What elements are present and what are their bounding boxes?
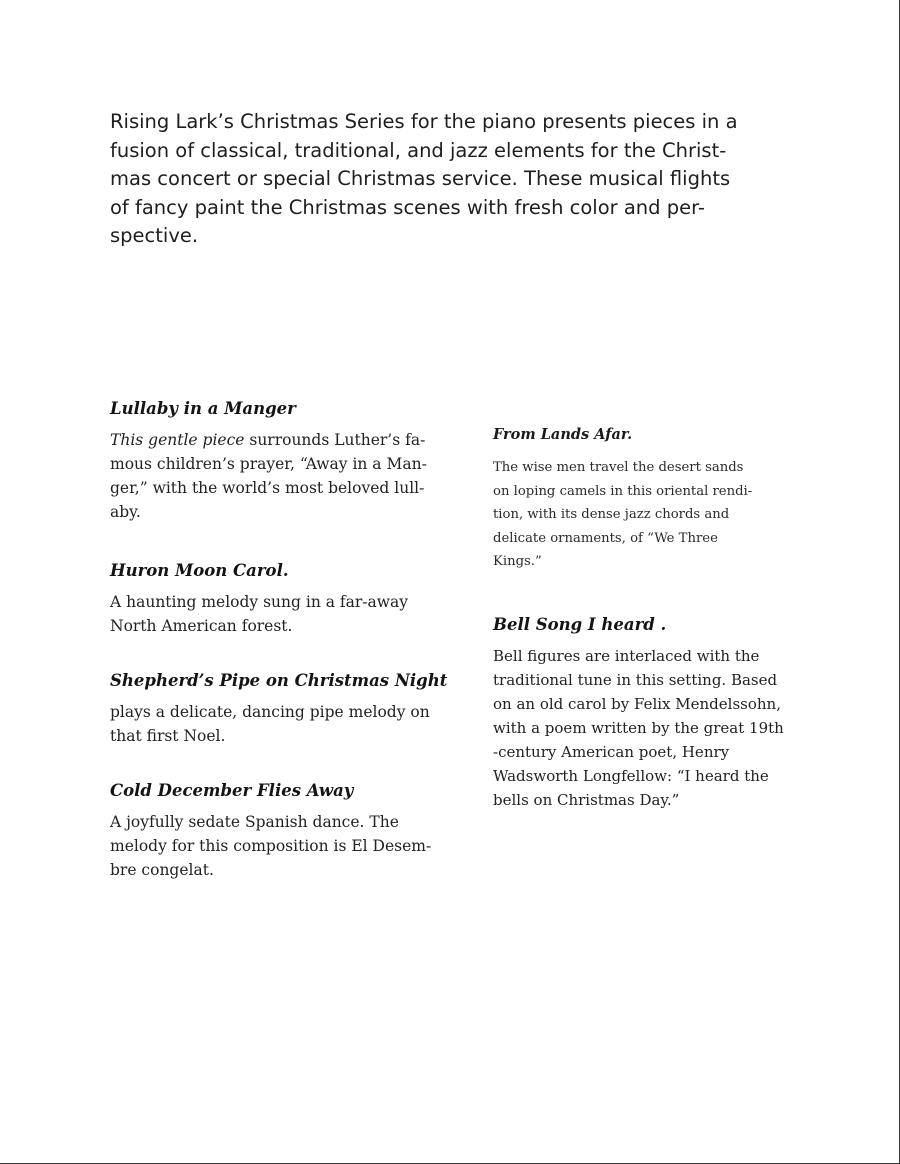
entry-body-line: -century American poet, Henry	[493, 742, 730, 761]
entry-body-line: that first Noel.	[110, 727, 226, 745]
entry-body-line: melody for this composition is El Desem-	[110, 837, 432, 855]
entry-body-line: Wadsworth Longfellow: “I heard the	[493, 766, 769, 785]
entry-body-line: plays a delicate, dancing pipe melody on	[110, 703, 430, 721]
intro-line: mas concert or special Christmas service. These musical flights	[110, 167, 731, 190]
entry-body-line: bre congelat.	[110, 861, 214, 879]
entry-body-line: traditional tune in this setting. Based	[493, 670, 778, 689]
entry-body-line: Bell figures are interlaced with the	[493, 646, 760, 665]
entry-body-line: tion, with its dense jazz chords and	[493, 507, 730, 522]
intro-line: fusion of classical, traditional, and jazz elements for the Christ-	[110, 138, 727, 162]
entry-bell-song	[493, 614, 798, 812]
entry-description	[493, 456, 798, 574]
entry-body-line: aby.	[110, 503, 141, 521]
entry-body-line: North American forest.	[110, 617, 293, 635]
intro-line: Rising Lark’s Christmas Series for the piano presents pieces in a	[110, 110, 738, 133]
entry-title: Bell Song I heard .	[493, 614, 667, 634]
entry-body-line: bells on Christmas Day.”	[493, 790, 680, 809]
intro-line: of fancy paint the Christmas scenes with fresh color and per-	[110, 195, 705, 219]
entry-from-lands-afar	[493, 424, 798, 574]
left-column	[110, 398, 455, 882]
entry-body-line: A joyfully sedate Spanish dance. The	[110, 813, 399, 831]
entry-shepherds-pipe	[110, 670, 455, 748]
entry-title: Shepherd’s Pipe on Christmas Night	[110, 671, 448, 690]
entry-description	[110, 590, 455, 638]
entry-lullaby-in-a-manger	[110, 398, 455, 524]
entry-body-line: surrounds Luther’s fa-	[244, 431, 426, 449]
entry-body-line: delicate ornaments, of “We Three	[493, 530, 718, 546]
intro-line: spective.	[110, 224, 199, 247]
entry-description	[110, 810, 455, 882]
entry-title: Huron Moon Carol.	[110, 561, 289, 580]
entry-cold-december-flies-away	[110, 780, 455, 882]
entry-title: From Lands Afar.	[493, 426, 633, 443]
entry-description	[110, 428, 455, 524]
entry-body-line: A haunting melody sung in a far-away	[110, 593, 409, 611]
entry-huron-moon-carol	[110, 560, 455, 638]
entry-description	[493, 644, 798, 812]
entry-body-line: The wise men travel the desert sands	[493, 460, 744, 475]
entry-description	[110, 700, 455, 748]
entry-body-line: on an old carol by Felix Mendelssohn,	[493, 694, 781, 713]
entry-body-italic: This gentle piece	[110, 431, 245, 449]
right-column	[493, 424, 798, 812]
entry-body-line: ger,” with the world’s most beloved lull-	[110, 479, 425, 497]
intro-paragraph	[110, 108, 780, 251]
entry-body-line: mous children’s prayer, “Away in a Man-	[110, 455, 427, 473]
entry-title: Cold December Flies Away	[110, 781, 354, 800]
entry-body-line: on loping camels in this oriental rendi-	[493, 483, 753, 499]
entry-title: Lullaby in a Manger	[110, 399, 296, 418]
entry-body-line: with a poem written by the great 19th	[493, 718, 784, 737]
entry-body-line: Kings.”	[493, 554, 542, 569]
